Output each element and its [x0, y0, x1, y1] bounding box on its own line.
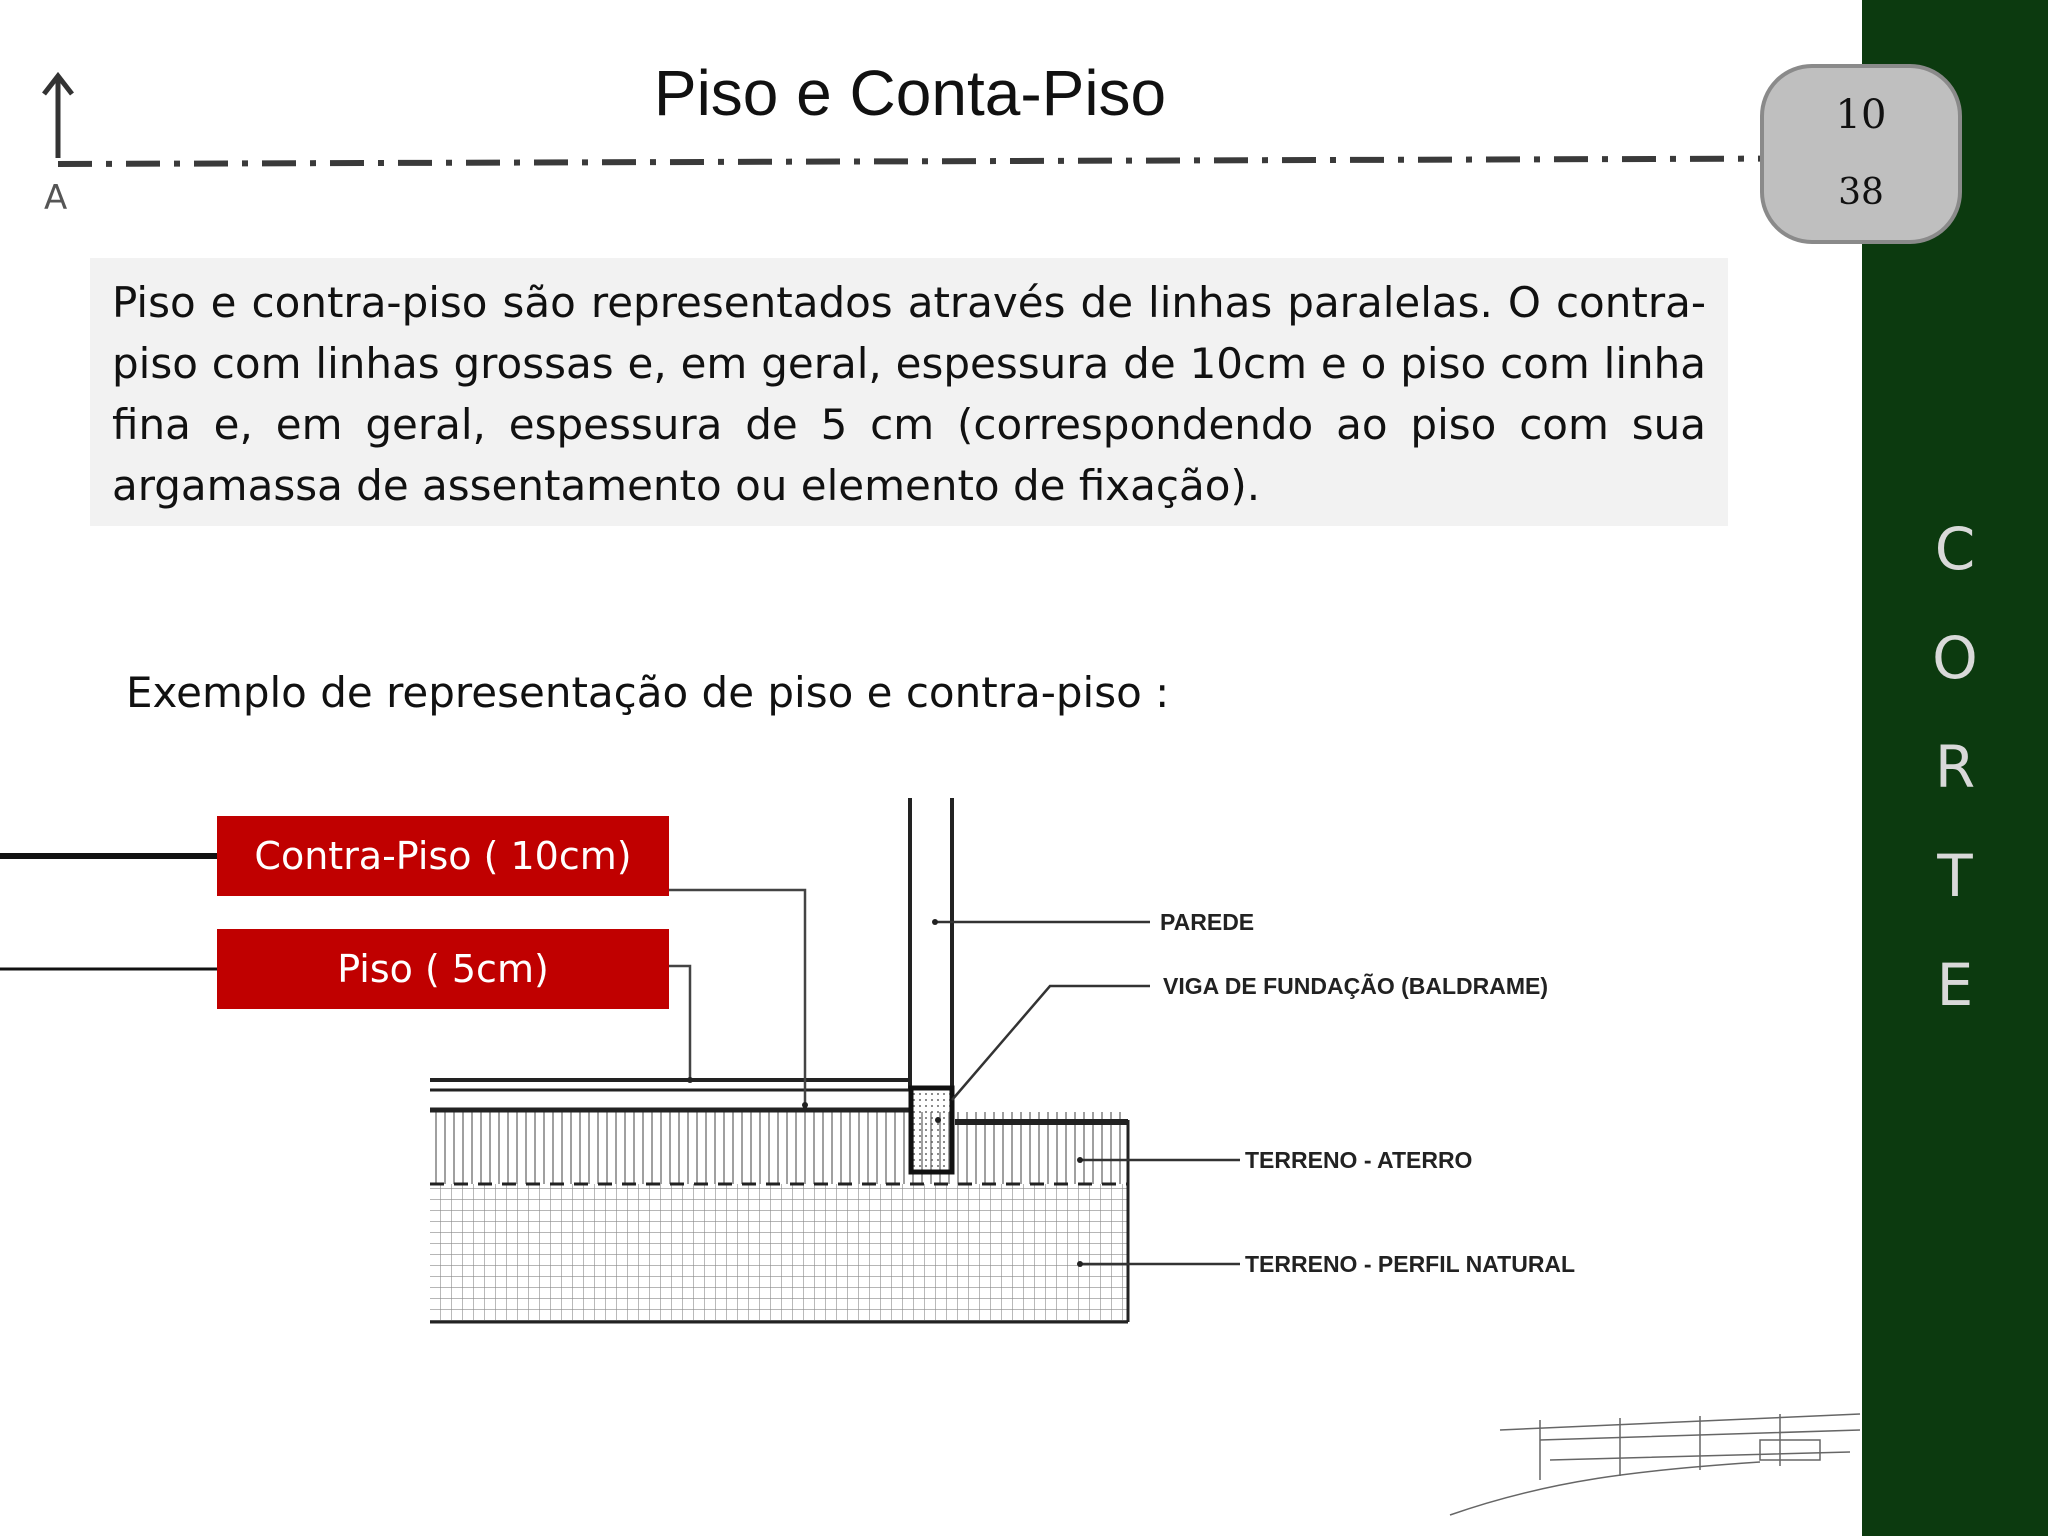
piso-callout: Piso ( 5cm) — [217, 929, 669, 1009]
sidebar-title — [1862, 495, 2048, 1040]
sidebar-letter: C — [1934, 515, 1976, 583]
page-number: 10 — [1835, 92, 1887, 138]
label-viga: VIGA DE FUNDAÇÃO (BALDRAME) — [1163, 973, 1549, 999]
label-natural: TERRENO - PERFIL NATURAL — [1245, 1251, 1576, 1277]
section-letter: A — [44, 178, 68, 218]
example-caption: Exemplo de representação de piso e contra-piso : — [126, 668, 1170, 717]
sidebar-letter: E — [1936, 951, 1974, 1019]
page-title: Piso e Conta-Piso — [653, 57, 1167, 129]
sidebar-letter: O — [1932, 624, 1978, 692]
label-aterro: TERRENO - ATERRO — [1245, 1147, 1473, 1173]
page-total: 38 — [1838, 172, 1884, 213]
terrain-fill-natural — [430, 1184, 1128, 1322]
label-parede: PAREDE — [1160, 909, 1255, 935]
description-text: Piso e contra-piso são representados através de linhas paralelas. O contra-piso com linhas grossas e, em geral, espessura de 10cm e o piso com linha fina e, em geral, espessura de 5 cm (correspondendo ao piso com sua argamassa de assentamento ou elemento de fixação). — [112, 278, 1706, 510]
sidebar-letter: T — [1937, 842, 1973, 910]
sidebar-letter: R — [1934, 733, 1976, 801]
contra-piso-callout: Contra-Piso ( 10cm) — [217, 816, 669, 896]
architecture-sketch — [1450, 1400, 1862, 1515]
